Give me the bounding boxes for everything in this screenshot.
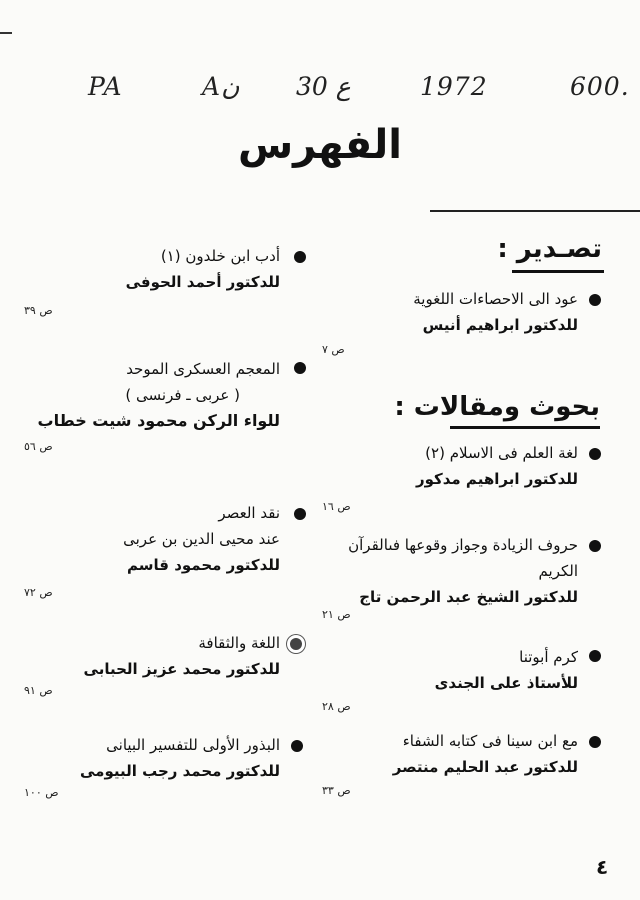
entry-author: للواء الركن محمود شيت خطاب (37, 411, 280, 430)
bullet-icon (589, 540, 601, 552)
entry-subtitle: عند محيى الدين بن عربى (123, 530, 280, 548)
entry-author: للدكتور أحمد الحوفى (125, 273, 280, 291)
entry-author: للدكتور الشيخ عبد الرحمن تاج (359, 588, 578, 606)
margin-mark (0, 32, 12, 34)
toc-entry (80, 732, 280, 784)
bullet-icon (589, 448, 601, 460)
top-rule (430, 210, 640, 212)
bullet-icon (294, 362, 306, 374)
page-ref: ص ٣٩ (24, 304, 53, 317)
page-ref: ص ٩١ (24, 684, 53, 697)
entry-title: المعجم العسكرى الموحد (126, 360, 280, 378)
entry-author: للأستاذ على الجندى (434, 674, 578, 692)
entry-title: عود الى الاحصاءات اللغوية (413, 290, 578, 308)
toc-entry (123, 500, 280, 578)
page-number: ٤ (596, 855, 609, 879)
page-ref: ص ١٠٠ (24, 786, 59, 799)
entry-author: للدكتور عبد الحليم منتصر (392, 758, 578, 776)
page-title: الفهرس (237, 122, 402, 168)
entry-author: للدكتور ابراهيم مدكور (416, 470, 578, 488)
handwritten-note: 1972 (420, 72, 488, 101)
page-ref: ص ٧٢ (24, 586, 53, 599)
bullet-icon (294, 508, 306, 520)
entry-author: للدكتور محمد رجب البيومى (79, 762, 280, 780)
toc-entry (38, 356, 280, 434)
entry-title-continued: الكريم (538, 562, 578, 580)
handwritten-note: 30 ع (296, 72, 351, 101)
section-intro-heading: تصـدير : (497, 234, 602, 264)
section-research-underline (450, 426, 600, 429)
handwritten-note: PA (88, 72, 123, 101)
bullet-icon (294, 251, 306, 263)
bullet-icon (290, 638, 302, 650)
entry-title: كرم أبوتنا (519, 648, 578, 666)
toc-entry (416, 440, 578, 492)
page-ref: ص ٧ (322, 343, 345, 356)
handwritten-note: Aن (202, 72, 240, 101)
handwritten-note: 600. (570, 72, 630, 101)
bullet-icon (589, 294, 601, 306)
toc-entry (435, 644, 578, 696)
page-ref: ص ٥٦ (24, 440, 53, 453)
toc-entry (413, 286, 578, 338)
section-intro-underline (512, 270, 604, 273)
entry-title: اللغة والثقافة (198, 634, 280, 652)
bullet-icon (291, 740, 303, 752)
page-ref: ص ٣٣ (322, 784, 351, 797)
entry-title: حروف الزيادة وجواز وقوعها فىالقرآن (348, 536, 578, 554)
entry-subtitle: ( عربى ـ فرنسى ) (125, 386, 240, 404)
entry-title: مع ابن سينا فى كتابه الشفاء (402, 732, 578, 750)
toc-entry (348, 532, 578, 610)
entry-title: لغة العلم فى الاسلام (٢) (425, 444, 578, 462)
page-ref: ص ١٦ (322, 500, 351, 513)
entry-title: أدب ابن خلدون (١) (160, 247, 280, 265)
bullet-icon (589, 650, 601, 662)
page-ref: ص ٢٨ (322, 700, 351, 713)
entry-title: البذور الأولى للتفسير البيانى (106, 736, 280, 754)
toc-entry (126, 243, 280, 295)
page-ref: ص ٢١ (322, 608, 351, 621)
entry-author: للدكتور ابراهيم أنيس (422, 316, 578, 334)
section-research-heading: بحوث ومقالات : (394, 392, 600, 422)
bullet-icon (589, 736, 601, 748)
toc-entry (84, 630, 280, 682)
entry-author: للدكتور محمود قاسم (127, 556, 280, 574)
entry-title: نقد العصر (218, 504, 280, 522)
toc-entry (393, 728, 578, 780)
entry-author: للدكتور محمد عزيز الحبابى (83, 660, 280, 678)
